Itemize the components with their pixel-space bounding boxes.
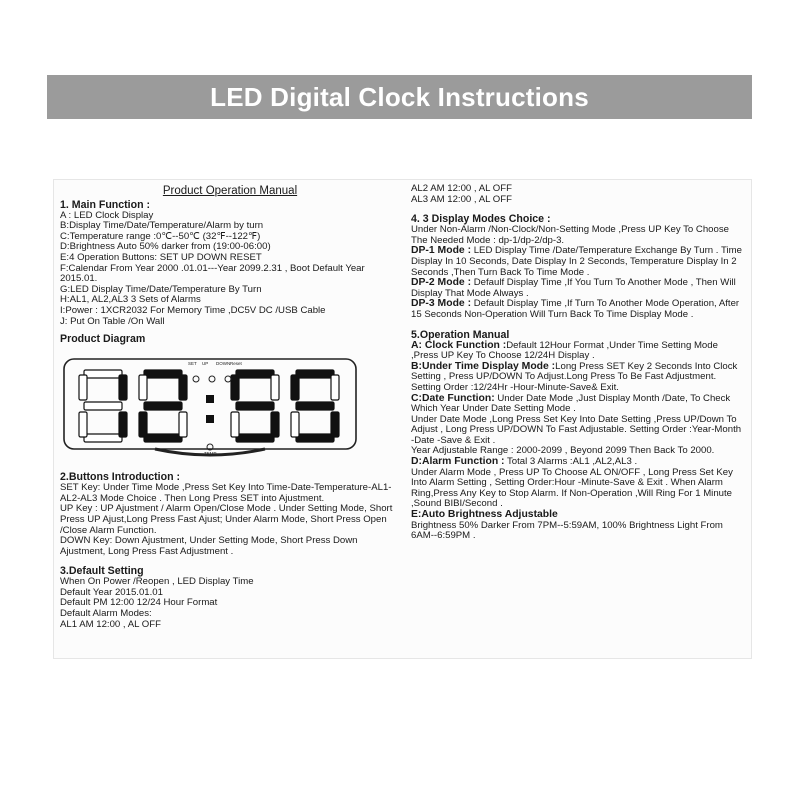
brightness-label: E:Auto Brightness Adjustable	[411, 509, 558, 521]
dp3-label: DP-3 Mode :	[411, 298, 472, 310]
digit-segment	[179, 375, 187, 400]
manual-sheet	[54, 180, 751, 658]
digit-segment	[231, 412, 239, 437]
time-display-label: B:Under Time Display Mode :	[411, 360, 556, 372]
digit-segment	[236, 434, 274, 442]
dp2-mode	[411, 278, 745, 299]
digit-segment	[291, 375, 299, 400]
down-key-text: DOWN Key: Down Ajustment, Under Setting Mode, Short Press Down Ajustment, Long Press Fast Adjustment .	[60, 535, 358, 557]
up-key-text: UP Key : UP Ajustment / Alarm Open/Close Mode . Under Setting Mode, Short Press UP Ajust,Long Press Fast Ajust; Under Alarm Mode, Short Press Open /Close Alarm Function.	[60, 503, 393, 536]
alarm-function-text: Total 3 Alarms :AL1 ,AL2,AL3 .	[504, 456, 638, 468]
digit-segment	[79, 412, 87, 437]
digit-segment	[84, 402, 122, 410]
digit-segment	[296, 370, 334, 378]
dp3-text: Default Display Time ,If Turn To Another Mode Operation, After 15 Seconds Non-Operation Will Turn Back To Time Display Mode .	[411, 298, 740, 320]
buttons-heading: 2.Buttons Introduction :	[60, 471, 181, 484]
button-label: Reset	[230, 361, 242, 367]
main-item: I:Power : 1XCR2032 For Memory Time ,DC5V DC /USB Cable	[60, 304, 326, 316]
brightness-text: Brightness 50% Darker From 7PM--5:59AM, 100% Brightness Light From 6AM--6:59PM .	[411, 519, 723, 542]
title-banner	[47, 75, 752, 119]
set-key-text: SET Key: Under Time Mode ,Press Set Key Into Time-Date-Temperature-AL1-AL2-AL3 Mode Choice . Then Long Press SET into Ajustment.	[60, 482, 392, 504]
right-column	[411, 184, 745, 542]
clock-illustration	[60, 351, 360, 463]
main-item: C:Temperature range :0℃--50℃ (32℉--122℉)	[60, 230, 261, 242]
main-item: D:Brightness Auto 50% darker from (19:00-06:00)	[60, 241, 271, 253]
main-item: G:LED Display Time/Date/Temperature By Turn	[60, 283, 262, 295]
default-item: Default PM 12:00 12/24 Hour Format	[60, 597, 218, 609]
alarm-default-item: AL3 AM 12:00 , AL OFF	[411, 193, 512, 205]
time-display-mode	[411, 362, 745, 394]
temp-label: TEMP	[204, 451, 217, 457]
digit-segment	[139, 412, 147, 437]
digit-segment	[144, 434, 182, 442]
clock-button	[193, 376, 199, 382]
digit-segment	[271, 375, 279, 400]
operation-manual-heading: 5.Operation Manual	[411, 328, 510, 341]
alarm-default-item: AL2 AM 12:00 , AL OFF	[411, 183, 512, 194]
digit-segment	[79, 375, 87, 400]
main-item: F:Calendar From Year 2000 .01.01---Year 2099.2.31 , Boot Default Year 2015.01.	[60, 262, 365, 285]
digit-segment	[331, 412, 339, 437]
digit-segment	[119, 375, 127, 400]
clock-function	[411, 341, 745, 362]
date-function	[411, 394, 745, 415]
digit-segment	[296, 434, 334, 442]
digit-segment	[331, 375, 339, 400]
digit-segment	[236, 370, 274, 378]
default-item: Default Year 2015.01.01	[60, 586, 163, 598]
dp1-text: LED Display Time /Date/Temperature Exchange By Turn . Time Display In 10 Seconds, Date Display In 2 Seconds, Temperature Display In 2 Seconds ,Then Turn Back To Time Mode .	[411, 245, 742, 278]
digit-segment	[139, 375, 147, 400]
clock-function-text: Default 12Hour Format ,Under Time Setting Mode ,Press UP Key To Choose 12/24H Display .	[411, 339, 718, 362]
digit-segment	[296, 402, 334, 410]
digit-segment	[144, 370, 182, 378]
digit-segment	[179, 412, 187, 437]
default-setting-heading: 3.Default Setting	[60, 565, 144, 578]
digit-segment	[84, 434, 122, 442]
default-item: AL1 AM 12:00 , AL OFF	[60, 618, 161, 630]
digit-segment	[291, 412, 299, 437]
clock-button	[209, 376, 215, 382]
dp2-label: DP-2 Mode :	[411, 277, 472, 289]
dp2-text: Defaulf Display Time ,If You Turn To Another Mode , Then Will Display That Mode Always .	[411, 277, 736, 299]
page-title: LED Digital Clock Instructions	[210, 81, 589, 112]
alarm-function-label: D:Alarm Function :	[411, 456, 505, 468]
digit-segment	[119, 412, 127, 437]
main-function-heading: 1. Main Function :	[60, 198, 151, 211]
digit-segment	[231, 375, 239, 400]
main-item: J: Put On Table /On Wall	[60, 315, 165, 327]
time-display-text: Long Press SET Key 2 Seconds Into Clock Setting , Press UP/DOWN To Adjust.Long Press To Be Fast Adjustment. Setting Order :12/24Hr -Hour-Minute-Save& Exit.	[411, 360, 738, 393]
dp1-label: DP-1 Mode :	[411, 245, 472, 257]
dp3-mode	[411, 299, 745, 320]
colon-dot	[206, 415, 214, 423]
main-item: E:4 Operation Buttons: SET UP DOWN RESET	[60, 251, 262, 263]
button-label: UP	[202, 361, 209, 367]
main-item: B:Display Time/Date/Temperature/Alarm by turn	[60, 220, 264, 232]
modes-intro: Under Non-Alarm /Non-Clock/Non-Setting Mode ,Press UP Key To Choose The Needed Mode : dp-1/dp-2/dp-3.	[411, 224, 729, 246]
date-setting-text: Under Date Mode ,Long Press Set Key Into Date Setting ,Press UP/Down To Adjust , Long Press UP/DOWN To Fast Adjustable. Setting Order :Year-Month -Date -Save & Exit .	[411, 413, 742, 446]
clock-diagram	[60, 351, 360, 463]
default-item: When On Power /Reopen , LED Display Time	[60, 576, 254, 588]
digit-segment	[144, 402, 182, 410]
main-item: H:AL1, AL2,AL3 3 Sets of Alarms	[60, 294, 201, 306]
manual-title: Product Operation Manual	[162, 185, 298, 197]
date-function-text: Under Date Mode ,Just Display Month /Date, To Check Which Year Under Date Setting Mode .	[411, 392, 731, 415]
default-item: Default Alarm Modes:	[60, 608, 152, 620]
date-function-label: C:Date Function:	[411, 392, 495, 404]
colon-dot	[206, 395, 214, 403]
digit-segment	[84, 370, 122, 378]
date-range-text: Year Adjustable Range : 2000-2099 , Beyond 2099 Then Back To 2000.	[411, 445, 715, 457]
clock-function-label: A: Clock Function :	[411, 339, 507, 351]
clock-button	[225, 376, 231, 382]
dp1-mode	[411, 246, 745, 278]
alarm-setting-text: Under Alarm Mode , Press UP To Choose AL ON/OFF , Long Press Set Key Into Alarm Setting , Setting Order:Hour -Minute-Save & Exit . When Alarm Ring,Press Any Key to Stop Alarm. If Non-Operation ,Will Ring For 1 Minute ,Sound BIBI/Second .	[411, 466, 733, 510]
digit-segment	[271, 412, 279, 437]
button-label: SET	[188, 361, 197, 367]
main-item: A : LED Clock Display	[60, 209, 154, 221]
left-column	[60, 186, 400, 630]
product-diagram-heading: Product Diagram	[60, 333, 146, 346]
button-label: DOWN	[216, 361, 231, 367]
display-modes-heading: 4. 3 Display Modes Choice :	[411, 213, 551, 226]
digit-segment	[236, 402, 274, 410]
